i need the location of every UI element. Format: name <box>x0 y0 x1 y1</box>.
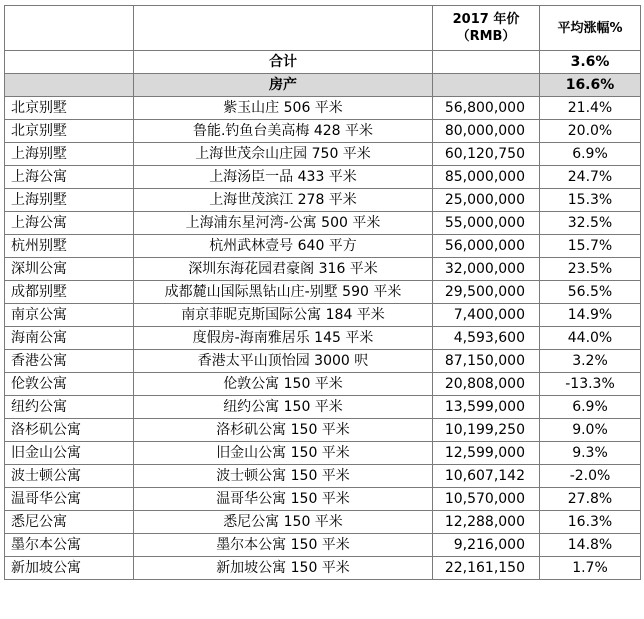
change-cell: 14.8% <box>540 534 641 557</box>
property-cell: 旧金山公寓 150 平米 <box>134 442 433 465</box>
price-cell: 55,000,000 <box>433 212 540 235</box>
price-cell: 80,000,000 <box>433 120 540 143</box>
table-row <box>5 465 641 488</box>
category-cell: 波士顿公寓 <box>5 465 134 488</box>
category-cell: 旧金山公寓 <box>5 442 134 465</box>
property-cell: 度假房-海南雅居乐 145 平米 <box>134 327 433 350</box>
price-table <box>4 5 641 580</box>
property-cell: 上海浦东星河湾-公寓 500 平米 <box>134 212 433 235</box>
change-cell: 1.7% <box>540 557 641 580</box>
table-row <box>5 235 641 258</box>
price-cell: 56,000,000 <box>433 235 540 258</box>
price-cell: 22,161,150 <box>433 557 540 580</box>
category-cell: 北京别墅 <box>5 97 134 120</box>
category-cell: 洛杉矶公寓 <box>5 419 134 442</box>
table-row <box>5 373 641 396</box>
change-cell: 32.5% <box>540 212 641 235</box>
category-cell: 伦敦公寓 <box>5 373 134 396</box>
category-cell: 悉尼公寓 <box>5 511 134 534</box>
header-row <box>5 6 641 51</box>
property-cell: 纽约公寓 150 平米 <box>134 396 433 419</box>
property-cell: 紫玉山庄 506 平米 <box>134 97 433 120</box>
table-row <box>5 442 641 465</box>
property-cell: 温哥华公寓 150 平米 <box>134 488 433 511</box>
category-cell: 上海别墅 <box>5 143 134 166</box>
property-cell: 墨尔本公寓 150 平米 <box>134 534 433 557</box>
property-cell: 上海汤臣一品 433 平米 <box>134 166 433 189</box>
change-cell: 6.9% <box>540 143 641 166</box>
total-empty <box>5 51 134 74</box>
change-cell: 14.9% <box>540 304 641 327</box>
price-cell: 29,500,000 <box>433 281 540 304</box>
total-change: 3.6% <box>540 51 641 74</box>
change-cell: 56.5% <box>540 281 641 304</box>
category-cell: 杭州别墅 <box>5 235 134 258</box>
change-cell: 9.3% <box>540 442 641 465</box>
price-cell: 87,150,000 <box>433 350 540 373</box>
property-cell: 上海世茂滨江 278 平米 <box>134 189 433 212</box>
section-empty <box>5 74 134 97</box>
property-cell: 杭州武林壹号 640 平方 <box>134 235 433 258</box>
change-cell: 20.0% <box>540 120 641 143</box>
total-row <box>5 51 641 74</box>
change-cell: 21.4% <box>540 97 641 120</box>
table-row <box>5 396 641 419</box>
table-row <box>5 189 641 212</box>
category-cell: 成都别墅 <box>5 281 134 304</box>
category-cell: 香港公寓 <box>5 350 134 373</box>
property-cell: 深圳东海花园君豪阁 316 平米 <box>134 258 433 281</box>
change-cell: 16.3% <box>540 511 641 534</box>
table-row <box>5 97 641 120</box>
category-cell: 上海别墅 <box>5 189 134 212</box>
total-label: 合计 <box>134 51 433 74</box>
price-cell: 9,216,000 <box>433 534 540 557</box>
table-row <box>5 304 641 327</box>
header-price-line1: 2017 年价 <box>452 12 520 27</box>
table-row <box>5 120 641 143</box>
category-cell: 新加坡公寓 <box>5 557 134 580</box>
category-cell: 上海公寓 <box>5 166 134 189</box>
category-cell: 上海公寓 <box>5 212 134 235</box>
table-row <box>5 488 641 511</box>
table-row <box>5 419 641 442</box>
header-price-line2: （RMB） <box>456 29 516 44</box>
section-row <box>5 74 641 97</box>
property-cell: 新加坡公寓 150 平米 <box>134 557 433 580</box>
change-cell: 3.2% <box>540 350 641 373</box>
section-price-empty <box>433 74 540 97</box>
header-change: 平均涨幅% <box>540 6 641 51</box>
table-row <box>5 212 641 235</box>
price-cell: 10,199,250 <box>433 419 540 442</box>
header-empty-1 <box>5 6 134 51</box>
price-cell: 56,800,000 <box>433 97 540 120</box>
table-row <box>5 258 641 281</box>
property-cell: 成都麓山国际黑钻山庄-别墅 590 平米 <box>134 281 433 304</box>
category-cell: 温哥华公寓 <box>5 488 134 511</box>
change-cell: -13.3% <box>540 373 641 396</box>
total-price-empty <box>433 51 540 74</box>
property-cell: 鲁能.钓鱼台美高梅 428 平米 <box>134 120 433 143</box>
change-cell: 27.8% <box>540 488 641 511</box>
table-row <box>5 327 641 350</box>
category-cell: 海南公寓 <box>5 327 134 350</box>
table-row <box>5 557 641 580</box>
table-body <box>5 6 641 580</box>
section-label: 房产 <box>134 74 433 97</box>
table-row <box>5 534 641 557</box>
property-cell: 上海世茂佘山庄园 750 平米 <box>134 143 433 166</box>
change-cell: 15.3% <box>540 189 641 212</box>
price-cell: 60,120,750 <box>433 143 540 166</box>
property-cell: 波士顿公寓 150 平米 <box>134 465 433 488</box>
header-price <box>433 6 540 51</box>
category-cell: 纽约公寓 <box>5 396 134 419</box>
change-cell: -2.0% <box>540 465 641 488</box>
category-cell: 深圳公寓 <box>5 258 134 281</box>
change-cell: 44.0% <box>540 327 641 350</box>
price-cell: 12,288,000 <box>433 511 540 534</box>
property-cell: 伦敦公寓 150 平米 <box>134 373 433 396</box>
price-cell: 25,000,000 <box>433 189 540 212</box>
category-cell: 墨尔本公寓 <box>5 534 134 557</box>
property-cell: 悉尼公寓 150 平米 <box>134 511 433 534</box>
change-cell: 9.0% <box>540 419 641 442</box>
table-row <box>5 143 641 166</box>
price-cell: 10,570,000 <box>433 488 540 511</box>
table-row <box>5 350 641 373</box>
table-row <box>5 281 641 304</box>
change-cell: 6.9% <box>540 396 641 419</box>
section-change: 16.6% <box>540 74 641 97</box>
price-cell: 32,000,000 <box>433 258 540 281</box>
property-cell: 香港太平山顶怡园 3000 呎 <box>134 350 433 373</box>
change-cell: 23.5% <box>540 258 641 281</box>
change-cell: 15.7% <box>540 235 641 258</box>
price-cell: 20,808,000 <box>433 373 540 396</box>
price-cell: 12,599,000 <box>433 442 540 465</box>
table-row <box>5 511 641 534</box>
header-empty-2 <box>134 6 433 51</box>
property-cell: 南京菲昵克斯国际公寓 184 平米 <box>134 304 433 327</box>
property-cell: 洛杉矶公寓 150 平米 <box>134 419 433 442</box>
change-cell: 24.7% <box>540 166 641 189</box>
category-cell: 北京别墅 <box>5 120 134 143</box>
price-cell: 4,593,600 <box>433 327 540 350</box>
price-cell: 85,000,000 <box>433 166 540 189</box>
category-cell: 南京公寓 <box>5 304 134 327</box>
table-row <box>5 166 641 189</box>
price-cell: 10,607,142 <box>433 465 540 488</box>
price-cell: 13,599,000 <box>433 396 540 419</box>
price-cell: 7,400,000 <box>433 304 540 327</box>
